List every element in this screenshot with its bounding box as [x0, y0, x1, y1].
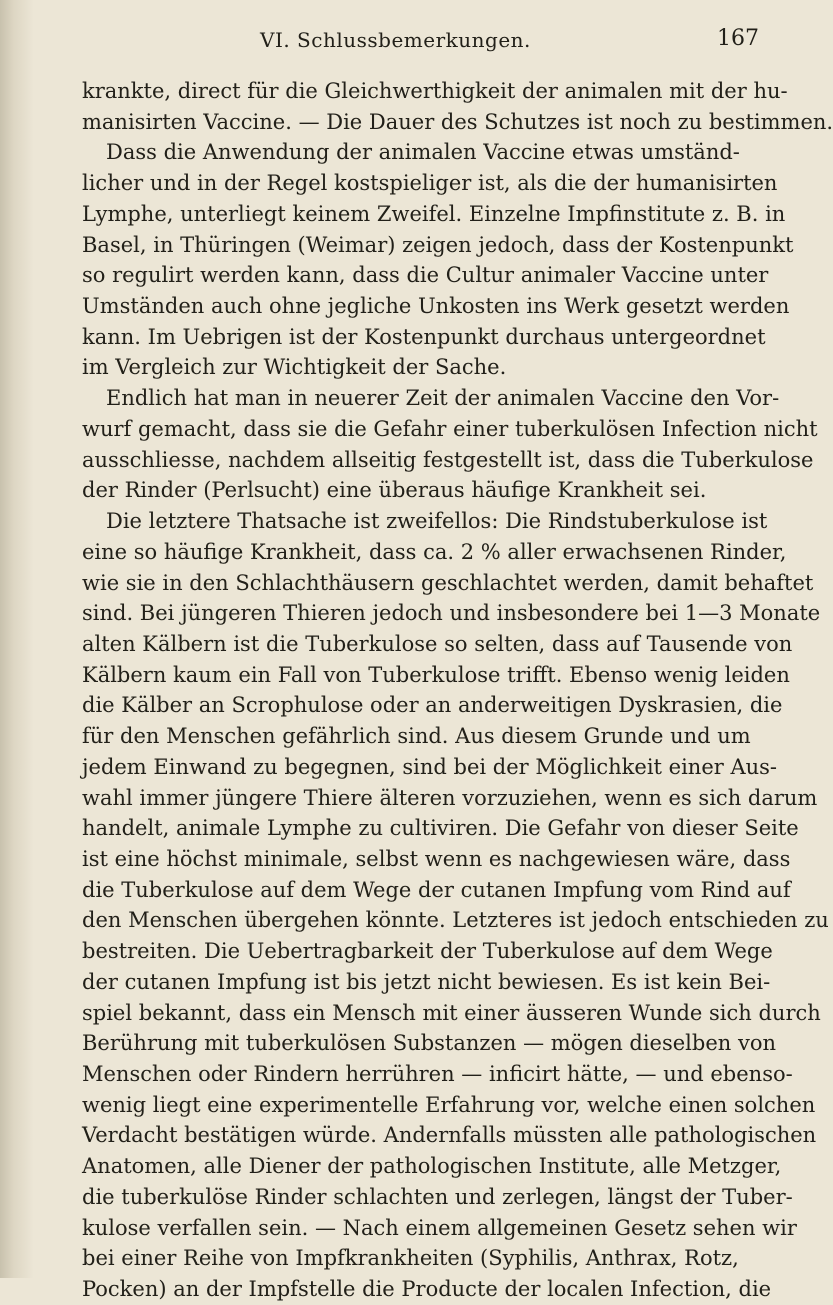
text-line: eine so häufige Krankheit, dass ca. 2 % aller erwachsenen Rinder, [82, 539, 787, 564]
text-line: jedem Einwand zu begegnen, sind bei der Möglichkeit einer Aus- [82, 754, 778, 779]
text-line: manisirten Vaccine. — Die Dauer des Schutzes ist noch zu bestimmen. [82, 109, 833, 134]
text-line: ist eine höchst minimale, selbst wenn es nachgewiesen wäre, dass [82, 846, 791, 871]
text-line: Basel, in Thüringen (Weimar) zeigen jedoch, dass der Kostenpunkt [82, 232, 794, 257]
text-line: spiel bekannt, dass ein Mensch mit einer äusseren Wunde sich durch [82, 1000, 821, 1025]
text-line: für den Menschen gefährlich sind. Aus diesem Grunde und um [82, 724, 751, 749]
text-line: Kälbern kaum ein Fall von Tuberkulose trifft. Ebenso wenig leiden [82, 662, 790, 687]
text-line: Lymphe, unterliegt keinem Zweifel. Einzelne Impfinstitute z. B. in [82, 201, 786, 226]
page-number: 167 [717, 26, 759, 51]
text-line: sind. Bei jüngeren Thieren jedoch und insbesondere bei 1—3 Monate [82, 601, 821, 626]
text-line: wurf gemacht, dass sie die Gefahr einer tuberkulösen Infection nicht [82, 416, 818, 441]
text-line: die tuberkulöse Rinder schlachten und zerlegen, längst der Tuber- [82, 1184, 793, 1209]
text-line: kulose verfallen sein. — Nach einem allgemeinen Gesetz sehen wir [82, 1215, 797, 1240]
text-line: im Vergleich zur Wichtigkeit der Sache. [82, 355, 507, 380]
text-line: Dass die Anwendung der animalen Vaccine etwas umständ- [106, 140, 740, 165]
binding-shadow [0, 0, 34, 1278]
text-line: Pocken) an der Impfstelle die Producte der localen Infection, die [82, 1277, 772, 1302]
text-line: Berührung mit tuberkulösen Substanzen — mögen dieselben von [82, 1031, 777, 1056]
text-line: wenig liegt eine experimentelle Erfahrung vor, welche einen solchen [82, 1092, 816, 1117]
text-line: wahl immer jüngere Thiere älteren vorzuziehen, wenn es sich darum [82, 785, 818, 810]
text-line: handelt, animale Lymphe zu cultiviren. Die Gefahr von dieser Seite [82, 816, 799, 841]
text-line: die Kälber an Scrophulose oder an anderweitigen Dyskrasien, die [82, 693, 783, 718]
text-line: Endlich hat man in neuerer Zeit der animalen Vaccine den Vor- [106, 386, 780, 411]
running-head [0, 22, 800, 56]
text-line: ausschliesse, nachdem allseitig festgestellt ist, dass die Tuberkulose [82, 447, 814, 472]
text-line: der cutanen Impfung ist bis jetzt nicht bewiesen. Es ist kein Bei- [82, 969, 771, 994]
body-text [82, 76, 833, 1305]
text-line: so regulirt werden kann, dass die Cultur animaler Vaccine unter [82, 263, 769, 288]
text-line: Die letztere Thatsache ist zweifellos: Die Rindstuberkulose ist [106, 509, 768, 534]
text-line: der Rinder (Perlsucht) eine überaus häufige Krankheit sei. [82, 478, 707, 503]
text-line: bei einer Reihe von Impfkrankheiten (Syphilis, Anthrax, Rotz, [82, 1246, 739, 1271]
text-line: die Tuberkulose auf dem Wege der cutanen Impfung vom Rind auf [82, 877, 791, 902]
text-line: Anatomen, alle Diener der pathologischen Institute, alle Metzger, [82, 1154, 782, 1179]
running-title: VI. Schlussbemerkungen. [260, 28, 531, 52]
text-line: licher und in der Regel kostspieliger ist, als die der humanisirten [82, 171, 778, 196]
text-line: Verdacht bestätigen würde. Andernfalls müssten alle pathologischen [82, 1123, 817, 1148]
text-line: Menschen oder Rindern herrühren — inficirt hätte, — und ebenso- [82, 1062, 793, 1086]
text-line: krankte, direct für die Gleichwerthigkeit der animalen mit der hu- [82, 79, 788, 103]
text-line: Umständen auch ohne jegliche Unkosten ins Werk gesetzt werden [82, 294, 790, 319]
text-line: wie sie in den Schlachthäusern geschlachtet werden, damit behaftet [82, 570, 814, 595]
text-line: bestreiten. Die Uebertragbarkeit der Tuberkulose auf dem Wege [82, 939, 773, 964]
text-line: alten Kälbern ist die Tuberkulose so selten, dass auf Tausende von [82, 631, 793, 656]
text-line: kann. Im Uebrigen ist der Kostenpunkt durchaus untergeordnet [82, 324, 766, 349]
text-line: den Menschen übergehen könnte. Letzteres ist jedoch entschieden zu [82, 908, 829, 933]
